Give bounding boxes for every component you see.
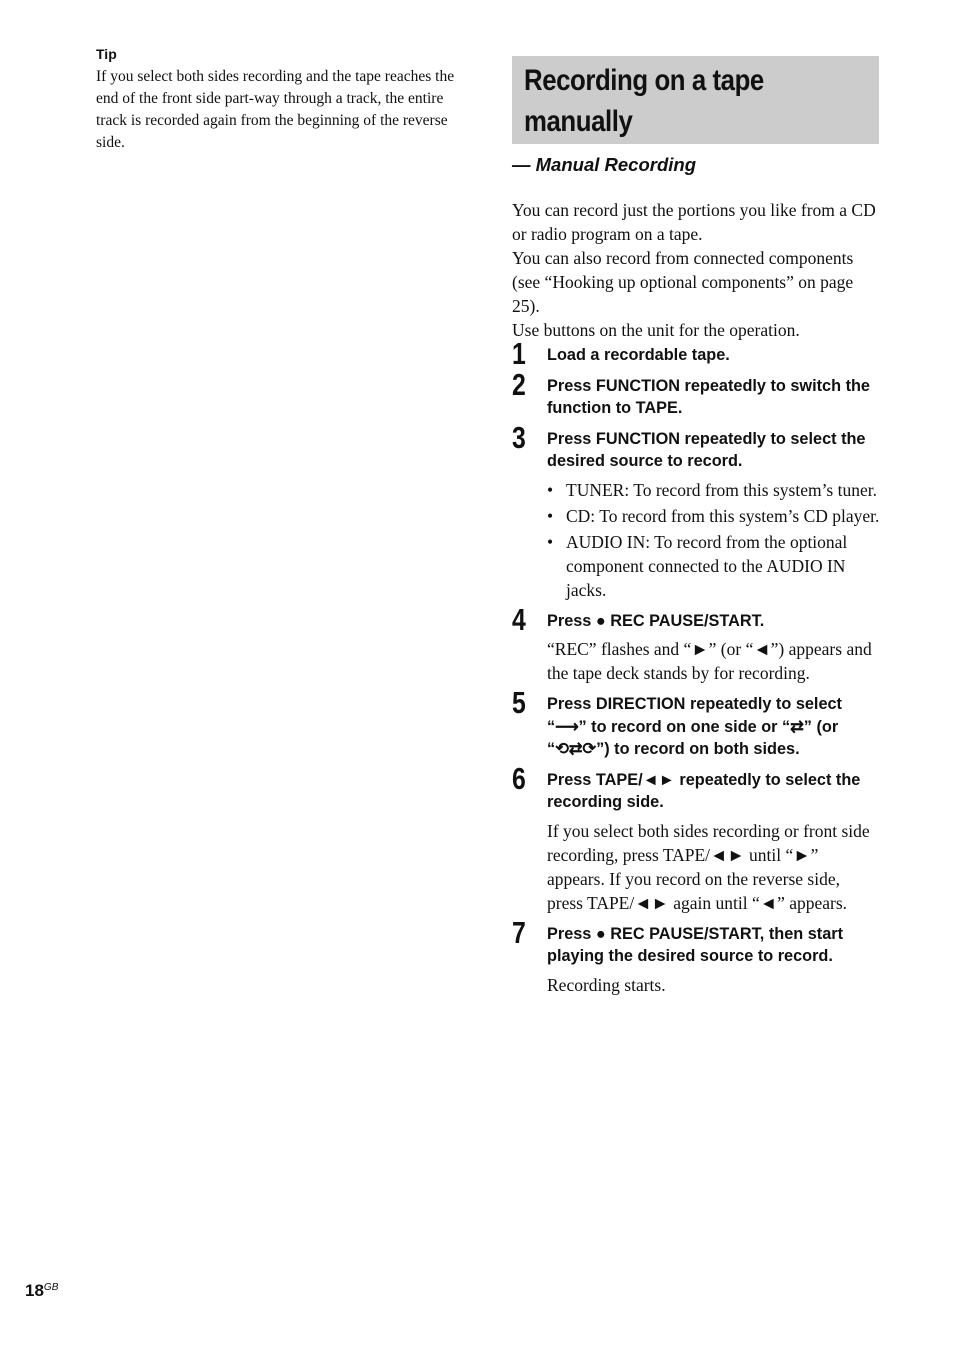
step-body: If you select both sides recording or front side recording, press TAPE/◄► until “►” appears. If you record on the reverse side, press TAPE/◄► again until “◄” appears. <box>547 820 870 913</box>
step-title: Press ● REC PAUSE/START, then start playing the desired source to record. <box>547 924 844 965</box>
step-number: 7 <box>512 914 526 950</box>
section-subtitle: — Manual Recording <box>512 154 696 175</box>
section-title-box <box>512 56 879 144</box>
tip-text: If you select both sides recording and the tape reaches the end of the front side part-way through a track, the entire track is recorded again from the beginning of the reverse side. <box>96 68 455 151</box>
intro <box>512 198 880 342</box>
step-6 <box>512 760 880 915</box>
step-number: 3 <box>512 419 526 455</box>
step-body: “REC” flashes and “►” (or “◄”) appears and the tape deck stands by for recording. <box>547 639 872 683</box>
section-title: Recording on a tape manually <box>524 64 764 138</box>
step-number: 6 <box>512 760 526 796</box>
main-column <box>512 56 880 997</box>
source-list <box>547 478 880 602</box>
step-4 <box>512 601 880 686</box>
step-title: Press DIRECTION repeatedly to select “⟶” to record on one side or “⇄” (or “⟲⇄⟳”) to record on both sides. <box>547 695 842 758</box>
step-1 <box>512 336 880 371</box>
list-item: • AUDIO IN: To record from the optional component connected to the AUDIO IN jacks. <box>547 530 880 602</box>
page-number <box>25 1281 58 1301</box>
step-number: 1 <box>512 336 526 371</box>
step-3 <box>512 419 880 602</box>
step-7 <box>512 914 880 997</box>
step-title: Press FUNCTION repeatedly to select the desired source to record. <box>547 429 866 470</box>
tip-box <box>96 46 468 154</box>
step-title: Press FUNCTION repeatedly to switch the function to TAPE. <box>547 376 870 417</box>
step-title: Press ● REC PAUSE/START. <box>547 611 765 630</box>
intro-paragraph: You can record just the portions you like from a CD or radio program on a tape. <box>512 200 876 244</box>
page-region-suffix: GB <box>43 1282 59 1293</box>
step-2 <box>512 366 880 420</box>
list-item: • CD: To record from this system’s CD player. <box>547 504 880 528</box>
list-item: • TUNER: To record from this system’s tuner. <box>547 478 880 502</box>
step-number: 2 <box>512 366 526 402</box>
step-title: Load a recordable tape. <box>547 346 730 364</box>
step-5 <box>512 685 880 761</box>
intro-paragraph: You can also record from connected components (see “Hooking up optional components” on page 25). <box>512 248 854 316</box>
step-number: 4 <box>512 601 526 637</box>
tip-heading: Tip <box>96 46 117 62</box>
step-title: Press TAPE/◄► repeatedly to select the recording side. <box>547 770 861 811</box>
intro-paragraph: Use buttons on the unit for the operation. <box>512 320 800 340</box>
step-body: Recording starts. <box>547 974 666 995</box>
step-number: 5 <box>512 685 526 720</box>
page-number-value: 18 <box>25 1281 44 1300</box>
